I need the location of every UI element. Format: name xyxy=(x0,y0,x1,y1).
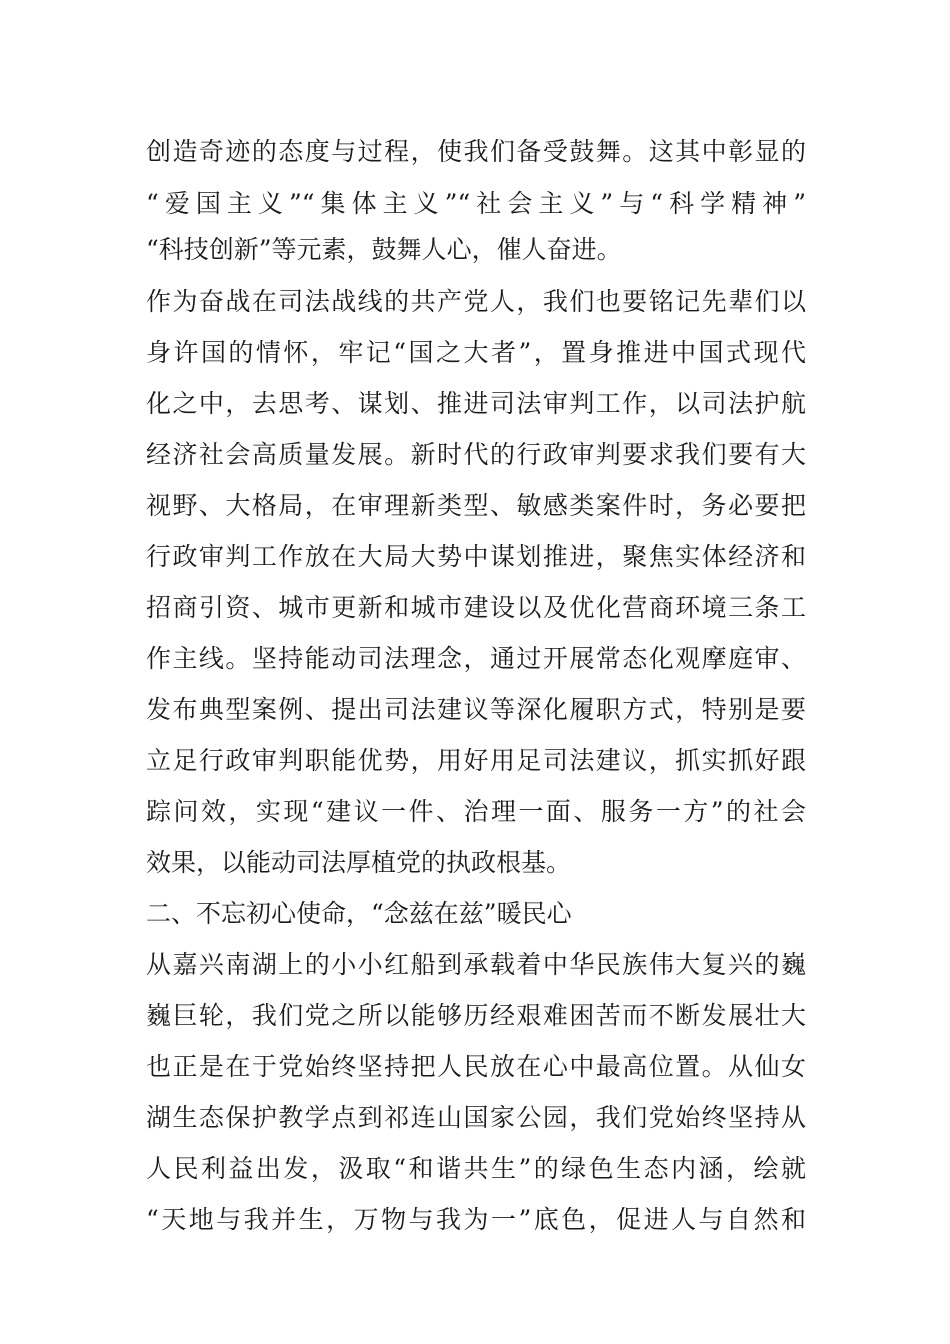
text-line: 人民利益出发，汲取“和谐共生”的绿色生态内涵，绘就 xyxy=(146,1154,806,1183)
section-heading: 二、不忘初心使命，“念兹在兹”暖民心 xyxy=(146,899,572,928)
text-line: 作主线。坚持能动司法理念，通过开展常态化观摩庭审、 xyxy=(146,644,806,673)
text-line: “科技创新”等元素，鼓舞人心，催人奋进。 xyxy=(146,235,622,264)
text-line: “爱国主义”“集体主义”“社会主义”与“科学精神” xyxy=(146,189,806,218)
text-line: 从嘉兴南湖上的小小红船到承载着中华民族伟大复兴的巍 xyxy=(146,950,806,979)
text-line: 化之中，去思考、谋划、推进司法审判工作，以司法护航 xyxy=(146,389,806,418)
text-line: 效果，以能动司法厚植党的执政根基。 xyxy=(146,848,572,877)
text-line: 湖生态保护教学点到祁连山国家公园，我们党始终坚持从 xyxy=(146,1103,806,1132)
text-line: 招商引资、城市更新和城市建设以及优化营商环境三条工 xyxy=(146,593,806,622)
text-line: “天地与我并生，万物与我为一”底色，促进人与自然和 xyxy=(146,1205,806,1234)
text-line: 行政审判工作放在大局大势中谋划推进，聚焦实体经济和 xyxy=(146,542,806,571)
text-line: 创造奇迹的态度与过程，使我们备受鼓舞。这其中彰显的 xyxy=(146,137,806,166)
text-line: 立足行政审判职能优势，用好用足司法建议，抓实抓好跟 xyxy=(146,746,806,775)
text-line: 视野、大格局，在审理新类型、敏感类案件时，务必要把 xyxy=(146,491,806,520)
text-line: 作为奋战在司法战线的共产党人，我们也要铭记先辈们以 xyxy=(146,287,806,316)
text-line: 发布典型案例、提出司法建议等深化履职方式，特别是要 xyxy=(146,695,806,724)
text-line: 也正是在于党始终坚持把人民放在心中最高位置。从仙女 xyxy=(146,1052,806,1081)
text-line: 身许国的情怀，牢记“国之大者”，置身推进中国式现代 xyxy=(146,338,806,367)
text-line: 踪问效，实现“建议一件、治理一面、服务一方”的社会 xyxy=(146,797,806,826)
text-line: 经济社会高质量发展。新时代的行政审判要求我们要有大 xyxy=(146,440,806,469)
text-line: 巍巨轮，我们党之所以能够历经艰难困苦而不断发展壮大 xyxy=(146,1001,806,1030)
